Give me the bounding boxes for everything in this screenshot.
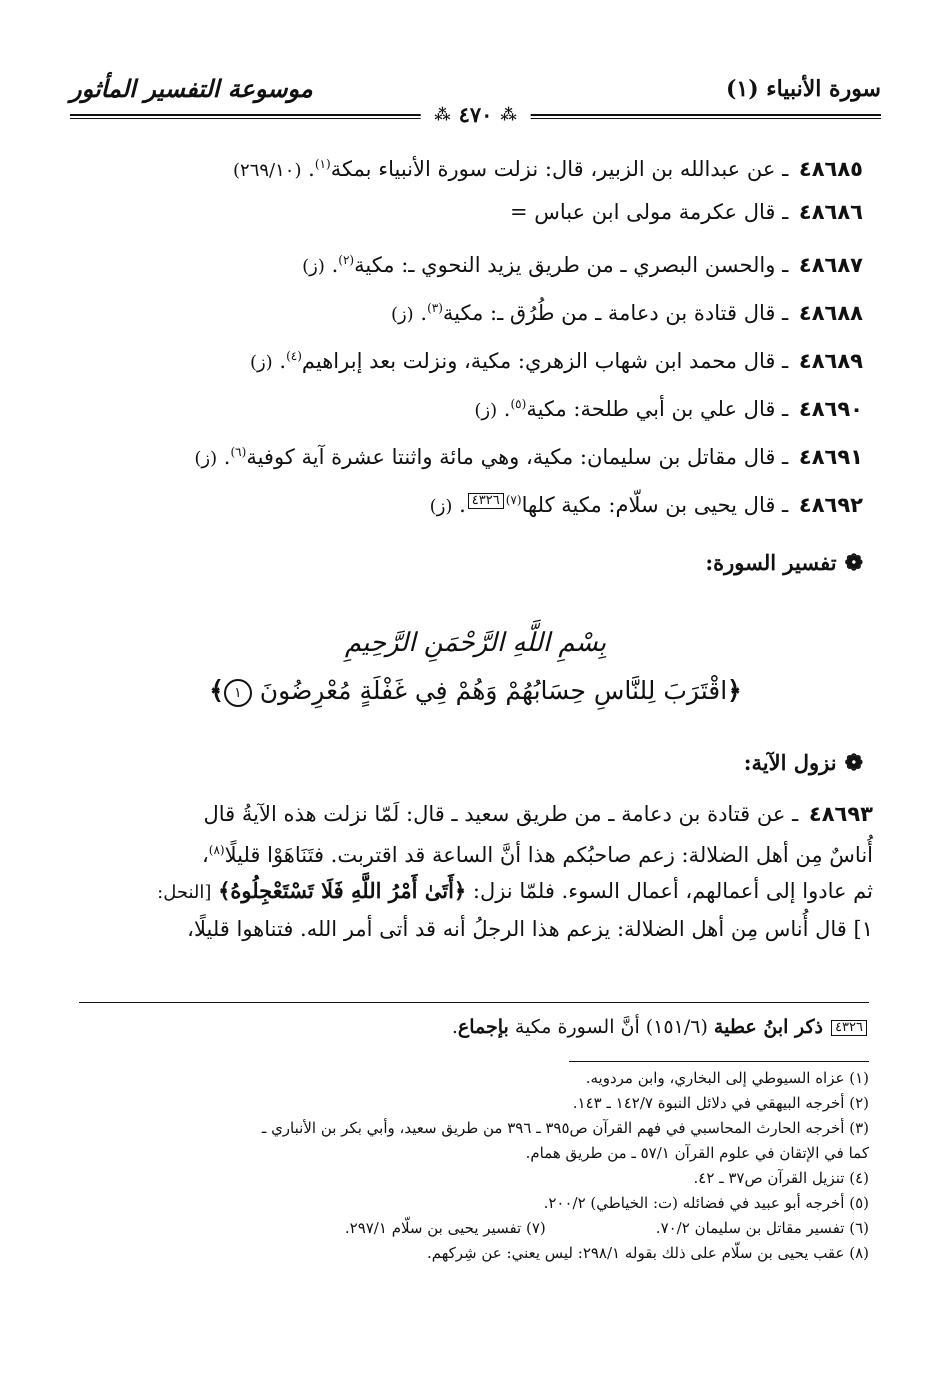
footnote-ref[interactable]: (٦) [230,445,247,459]
note-bold: ذكر ابنُ عطية [713,1016,824,1038]
footnote-ref[interactable]: (٥) [510,397,527,411]
verse-bracket-close: ﴾ [209,676,224,705]
section-heading-nuzul [744,750,863,776]
footnote: (٥) أخرجه أبو عبيد في فضائله (ت: الخياطي) ٢٠٠/٢. [543,1194,869,1212]
narration-number: ٤٨٦٨٥ [798,157,863,181]
narration-text: ـ عن عبدالله بن الزبير، قال: نزلت سورة الأنبياء بمكة [330,157,789,181]
narration-tail: . [331,253,339,277]
line-text: ١] قال أُناس مِن أهل الضلالة: يزعم هذا الرجلُ أنه قد أتى أمر الله. فتناهوا قليلًا، [187,917,873,941]
source-ref: (ز) [194,448,218,469]
line-tail: ، [201,843,209,867]
editor-note [82,1016,869,1038]
narration-number: ٤٨٦٨٨ [798,301,863,325]
footnote: (٦) تفسير مقاتل بن سليمان ٧٠/٢. [655,1219,869,1237]
footnote-ref[interactable]: (٤) [286,349,302,363]
note-bold2: بإجماع [457,1016,509,1038]
footnote-cont: كما في الإتقان في علوم القرآن ٥٧/١ ـ من طريق همام. [525,1144,869,1162]
quran-quote: ﴿أَتَىٰ أَمْرُ اللَّهِ فَلَا تَسْتَعْجِلُوهُ﴾ [218,878,467,903]
line-text: أُناسٌ مِن أهل الضلالة: زعم صاحبُكم هذا أنَّ الساعة قد اقتربت. فتَنَاهَوْا قليلًا [224,843,873,867]
narration-text: ـ قال مقاتل بن سليمان: مكية، وهي مائة واثنتا عشرة آية كوفية [246,445,789,469]
narration-text: ـ قال محمد ابن شهاب الزهري: مكية، ونزلت بعد إبراهيم [301,349,789,373]
note-end: . [451,1016,458,1038]
footnote-separator [569,1061,869,1062]
page-number-text: ٤٧٠ [458,102,493,127]
ornament-icon: ⁂ [434,105,451,124]
footnote: (٢) أخرجه البيهقي في دلائل النبوة ١٤٢/٧ ـ ١٤٣. [572,1094,869,1112]
verse-text: اقْتَرَبَ لِلنَّاسِ حِسَابُهُمْ وَهُمْ فِي غَفْلَةٍ مُعْرِضُونَ [259,676,728,705]
narration-number: ٤٨٦٩٢ [798,493,863,517]
narration-text: ـ والحسن البصري ـ من طريق يزيد النحوي ـ: مكية [354,253,789,277]
note-ref-box: ٤٣٢٦ [831,1020,867,1036]
footnote-ref[interactable]: (٧) [505,493,522,507]
running-header [70,72,881,128]
note-text: (١٥١/٦) أنَّ السورة مكية [514,1016,708,1038]
footnote-pair [72,1216,869,1241]
line-text: ثم عادوا إلى أعمالهم، أعمال السوء. فلمّا نزل: [472,879,873,903]
source-ref: (٢٦٩/١٠) [233,160,302,181]
narration-number: ٤٨٦٨٩ [798,349,863,373]
line-text: ـ عن قتادة بن دعامة ـ من طريق سعيد ـ قال: لَمّا نزلت هذه الآيةُ قال [203,802,799,826]
paragraph-line [78,911,873,947]
narration-tail: . [503,397,511,421]
paragraph-line [78,873,873,911]
narration-48685 [88,150,863,185]
narration-text: ـ قال علي بن أبي طلحة: مكية [526,397,789,421]
flower-ornament-icon: ❁ [844,550,863,576]
narration-48687 [88,246,863,281]
flower-ornament-icon: ❁ [844,750,863,776]
narration-number: ٤٨٦٨٧ [798,253,863,277]
narration-number: ٤٨٦٨٦ [798,200,863,224]
source-ref: (ز) [302,256,325,277]
basmala: بِسْمِ اللَّهِ الرَّحْمَنِ الرَّحِيمِ [344,628,607,658]
note-separator [79,1002,869,1003]
footnote-ref[interactable]: (١) [314,157,331,171]
narration-48690 [88,390,863,425]
narration-48693 [78,796,873,947]
verse-bracket-open: ﴿ [727,676,742,705]
book-title: موسوعة التفسير المأثور [70,74,313,103]
footnote-ref[interactable]: (٨) [208,843,225,857]
ornament-icon: ⁂ [500,105,517,124]
cross-ref-box[interactable]: ٤٣٢٦ [468,493,504,509]
narration-tail: . [308,157,315,181]
verse-number-circle: ١ [224,679,252,707]
footnote-ref[interactable]: (٣) [427,301,443,315]
footnote: (٣) أخرجه الحارث المحاسبي في فهم القرآن ص٣٩٥ ـ ٣٩٦ من طريق سعيد، وأبي بكر بن الأنباري ـ [261,1119,869,1137]
section-title: تفسير السورة: [705,550,837,575]
narration-number: ٤٨٦٩٣ [808,802,873,826]
footnote-ref[interactable]: (٢) [338,253,355,267]
narration-tail: . [223,445,231,469]
narration-number: ٤٨٦٩٠ [798,397,863,421]
narration-text: ـ قال قتادة بن دعامة ـ من طُرُق ـ: مكية [442,301,789,325]
narration-text: ـ قال يحيى بن سلّام: مكية كلها [521,493,789,517]
footnote: (٧) تفسير يحيى بن سلّام ٢٩٧/١. [344,1219,546,1237]
page-number [420,102,531,127]
narration-number: ٤٨٦٩١ [798,445,863,469]
source-ref: (ز) [474,400,498,421]
paragraph-line [78,832,873,873]
narration-48689 [88,342,863,377]
footnotes [72,1066,869,1266]
section-heading-tafsir [705,550,863,576]
surah-title: سورة الأنبياء (١) [725,76,881,102]
footnote: (٤) تنزيل القرآن ص٣٧ ـ ٤٢. [693,1169,869,1187]
narration-tail: . [459,493,466,517]
narration-48686 [88,198,863,226]
source-ref: (ز) [390,304,414,325]
narration-text: ـ قال عكرمة مولى ابن عباس = [509,200,789,224]
footnote: (١) عزاه السيوطي إلى البخاري، وابن مردويه. [585,1069,869,1087]
narration-tail: . [279,349,287,373]
narration-48692 [88,486,863,521]
surah-ref: [النحل: [157,882,212,903]
footnote: (٨) عقب يحيى بن سلّام على ذلك بقوله ٢٩٨/١: ليس يعني: عن شِركهم. [426,1244,869,1262]
quran-verse [0,676,951,707]
narration-tail: . [420,301,428,325]
source-ref: (ز) [249,352,273,373]
narration-48691 [88,438,863,473]
paragraph-line [78,796,873,832]
section-title: نزول الآية: [743,750,837,775]
source-ref: (ز) [429,496,453,517]
narration-48688 [88,294,863,329]
